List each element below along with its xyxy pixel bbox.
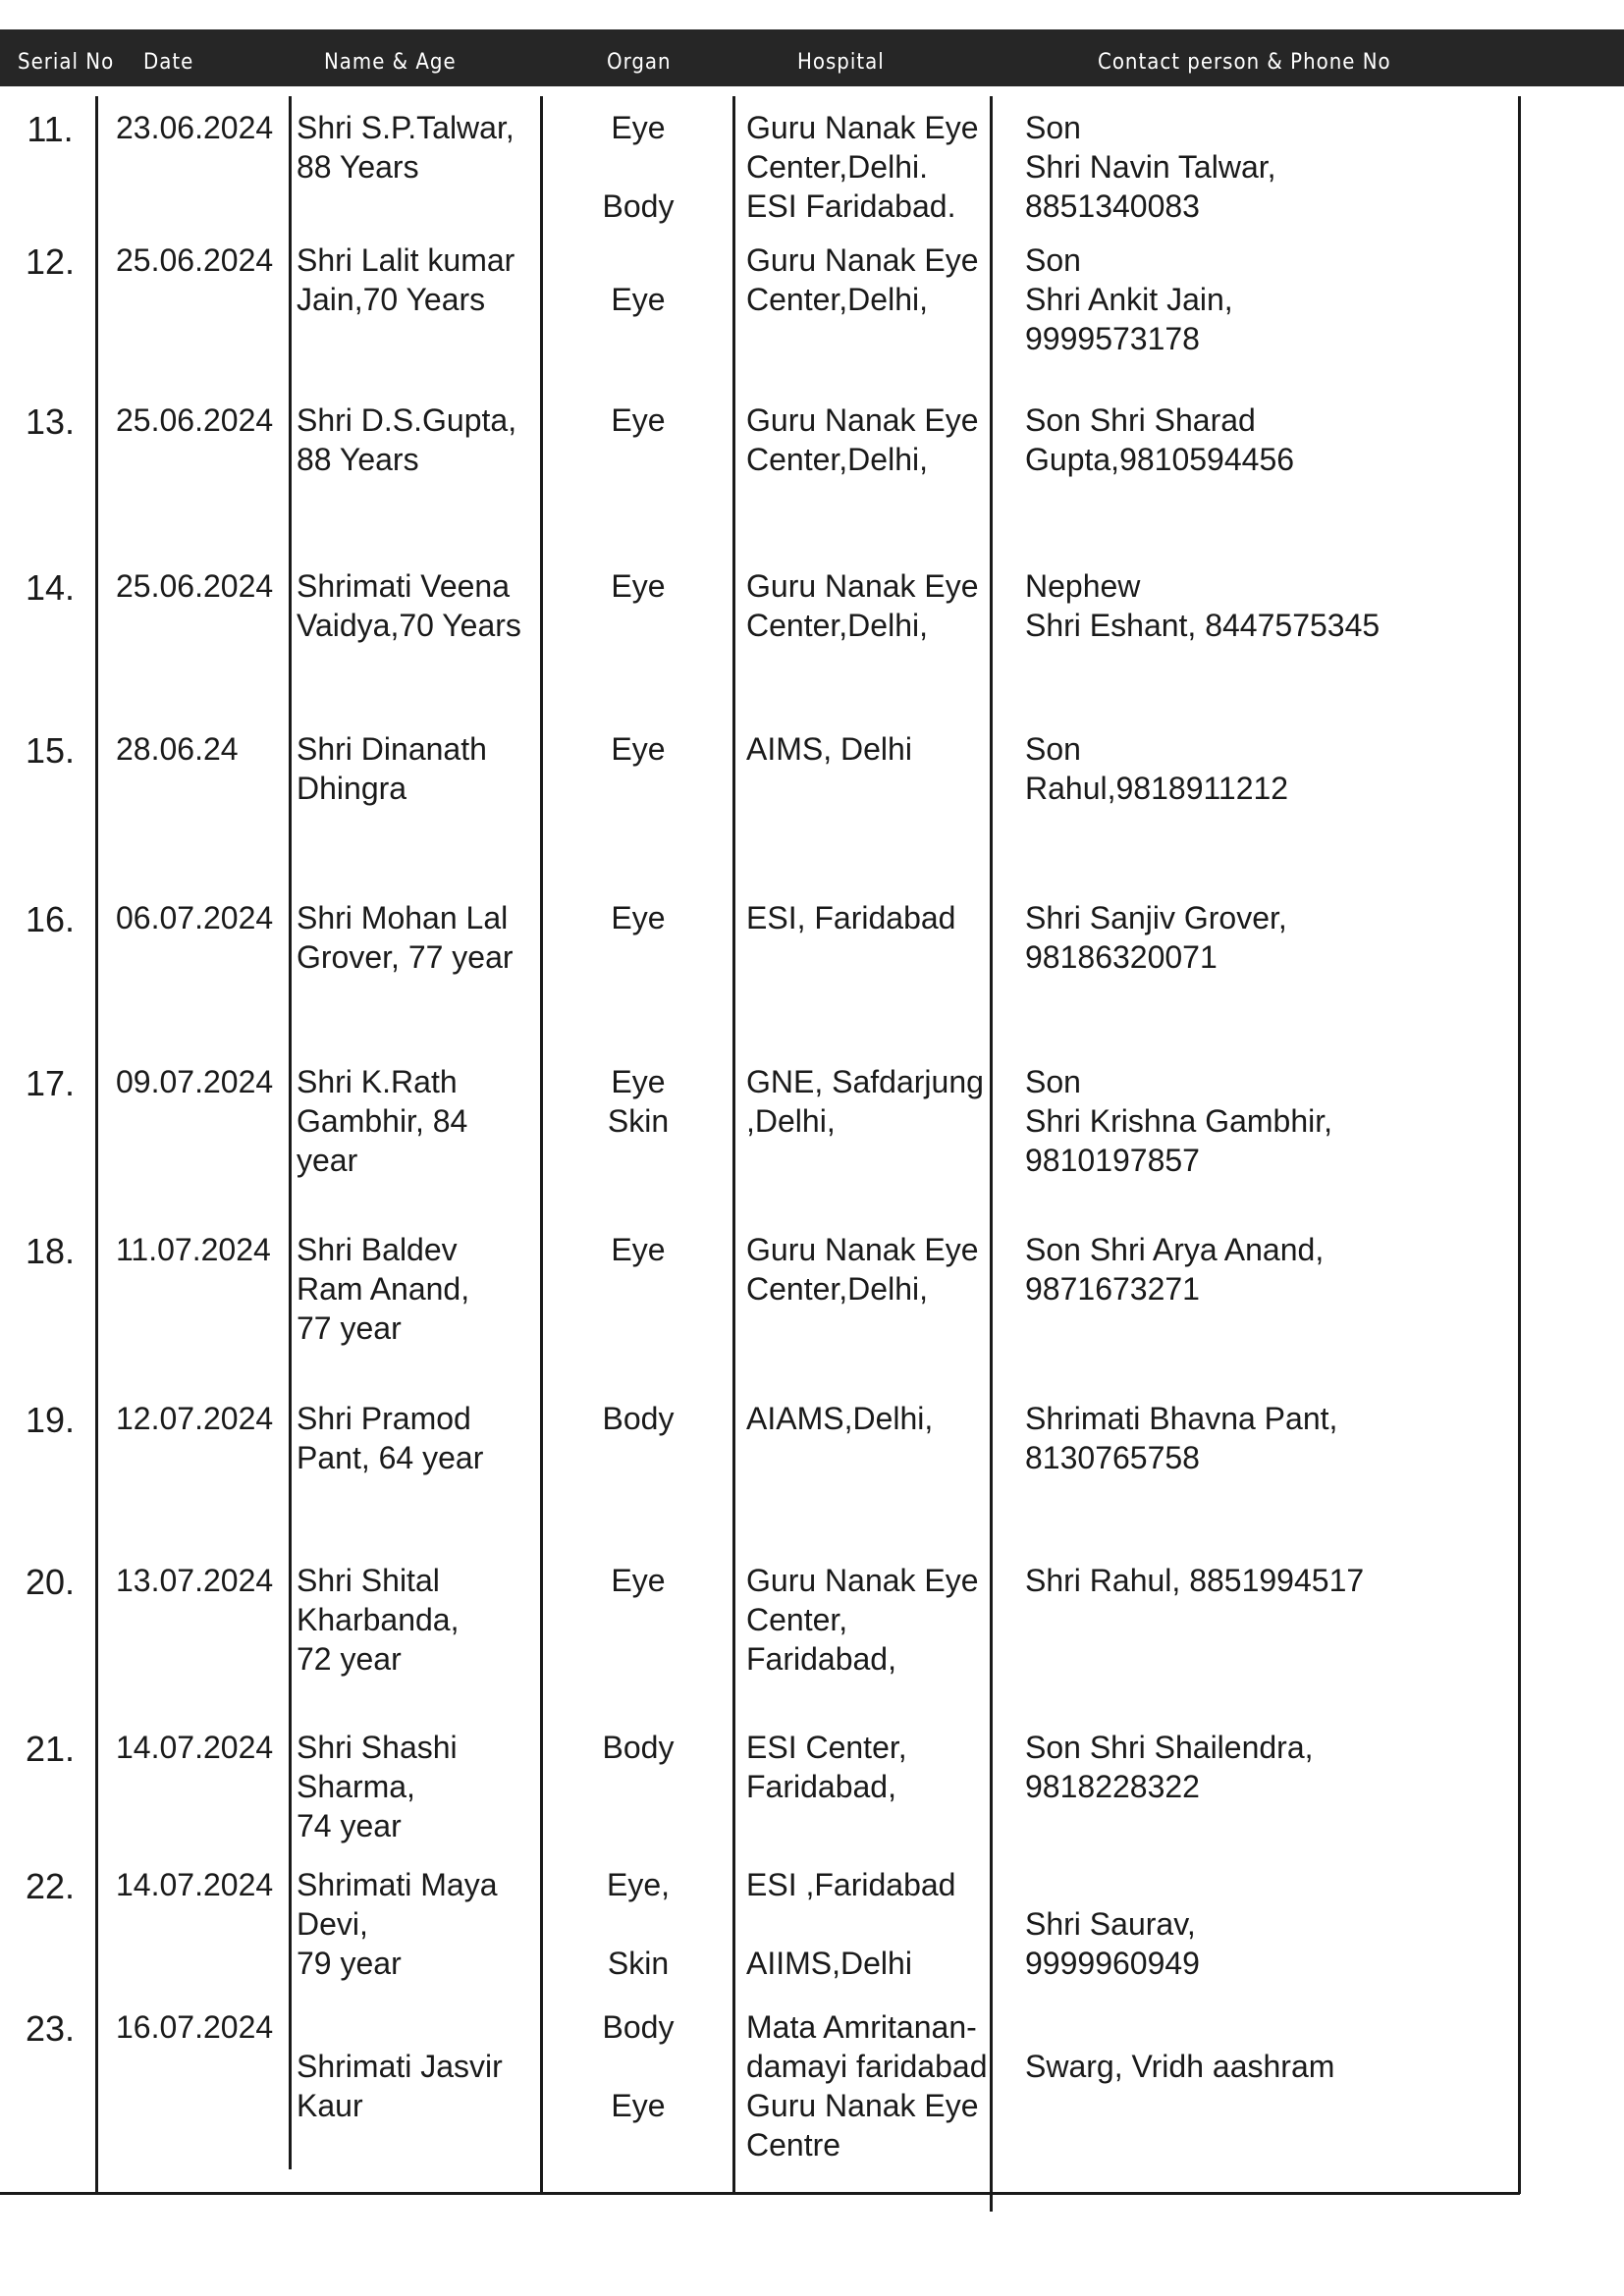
row-18-hospital — [746, 1230, 990, 1308]
row-19-date — [116, 1399, 288, 1438]
contact-line: Son Shri Arya Anand, — [1025, 1232, 1325, 1267]
name-line: Sharma, — [297, 1769, 415, 1804]
contact-line: Son — [1025, 731, 1081, 767]
row-20-contact — [1025, 1561, 1516, 1600]
serial-line: 14. — [25, 567, 76, 608]
header-contact: Contact person & Phone No — [1098, 50, 1391, 75]
organ-line: Body — [602, 2009, 675, 2045]
serial-line: 12. — [25, 241, 76, 282]
name-line: Shri K.Rath — [297, 1064, 458, 1099]
date-line: 25.06.2024 — [116, 402, 274, 438]
organ-line: Eye — [611, 731, 666, 767]
row-17-name — [297, 1062, 537, 1180]
row-14-serial — [8, 568, 92, 608]
row-18-date — [116, 1230, 288, 1269]
serial-line: 11. — [27, 109, 74, 149]
hospital-line: Guru Nanak Eye — [746, 1232, 979, 1267]
row-21-name — [297, 1728, 537, 1845]
contact-line: 9999573178 — [1025, 321, 1200, 356]
row-20-organ — [546, 1561, 731, 1600]
date-line: 14.07.2024 — [116, 1867, 274, 1902]
hospital-line — [746, 1904, 990, 1944]
name-line: Gambhir, 84 — [297, 1103, 468, 1139]
row-13-contact — [1025, 400, 1516, 479]
row-18-organ — [546, 1230, 731, 1269]
name-line: Shri D.S.Gupta, — [297, 402, 517, 438]
row-11-organ — [546, 108, 731, 226]
organ-line — [546, 2047, 731, 2086]
date-line: 28.06.24 — [116, 731, 239, 767]
row-14-date — [116, 566, 288, 606]
column-divider — [95, 96, 98, 2194]
row-15-contact — [1025, 729, 1516, 808]
hospital-line: Center,Delhi, — [746, 1271, 928, 1307]
row-13-hospital — [746, 400, 990, 479]
organ-line — [546, 1904, 731, 1944]
hospital-line: Center, — [746, 1602, 848, 1637]
row-21-date — [116, 1728, 288, 1767]
row-17-contact — [1025, 1062, 1516, 1180]
name-line: Shri Mohan Lal — [297, 900, 509, 935]
row-16-contact — [1025, 898, 1516, 977]
organ-line: Skin — [607, 1946, 670, 1981]
column-divider — [732, 96, 735, 2194]
row-23-contact — [1025, 2007, 1516, 2086]
row-22-date — [116, 1865, 288, 1904]
organ-line: Eye — [611, 568, 666, 604]
contact-line: Shri Rahul, 8851994517 — [1025, 1563, 1365, 1598]
row-19-hospital — [746, 1399, 990, 1438]
row-16-hospital — [746, 898, 990, 937]
name-line: Ram Anand, — [297, 1271, 470, 1307]
contact-line — [1025, 2007, 1516, 2047]
row-22-serial — [8, 1867, 92, 1906]
row-16-organ — [546, 898, 731, 937]
date-line: 11.07.2024 — [116, 1232, 271, 1267]
row-17-organ — [546, 1062, 731, 1141]
name-line: Kaur — [297, 2088, 363, 2123]
column-divider — [289, 96, 292, 2169]
row-13-date — [116, 400, 288, 440]
serial-line: 17. — [25, 1063, 76, 1103]
contact-line: Shri Saurav, — [1025, 1906, 1196, 1942]
date-line: 23.06.2024 — [116, 110, 274, 145]
row-14-organ — [546, 566, 731, 606]
contact-line: Son Shri Sharad — [1025, 402, 1256, 438]
row-22-organ — [546, 1865, 731, 1983]
organ-line: Eye — [611, 1232, 666, 1267]
row-22-hospital — [746, 1865, 990, 1983]
serial-line: 23. — [25, 2008, 76, 2049]
row-21-contact — [1025, 1728, 1516, 1806]
name-line: Shrimati Veena — [297, 568, 511, 604]
contact-line: Shri Krishna Gambhir, — [1025, 1103, 1333, 1139]
hospital-line: ,Delhi, — [746, 1103, 836, 1139]
hospital-line: damayi faridabad — [746, 2049, 988, 2084]
organ-line: Body — [602, 1401, 675, 1436]
hospital-line: Faridabad, — [746, 1769, 896, 1804]
row-13-name — [297, 400, 537, 479]
row-19-serial — [8, 1401, 92, 1440]
hospital-line: AIIMS,Delhi — [746, 1946, 912, 1981]
row-18-serial — [8, 1232, 92, 1271]
hospital-line: Center,Delhi. — [746, 149, 928, 185]
row-19-contact — [1025, 1399, 1516, 1477]
row-11-hospital — [746, 108, 990, 226]
date-line: 13.07.2024 — [116, 1563, 274, 1598]
name-line — [297, 2007, 537, 2047]
row-17-date — [116, 1062, 288, 1101]
contact-line: Son — [1025, 110, 1081, 145]
hospital-line: Guru Nanak Eye — [746, 2088, 979, 2123]
row-11-name — [297, 108, 537, 187]
row-15-serial — [8, 731, 92, 771]
name-line: Jain,70 Years — [297, 282, 486, 317]
contact-line: 9818228322 — [1025, 1769, 1200, 1804]
serial-line: 18. — [25, 1231, 76, 1271]
contact-line: Rahul,9818911212 — [1025, 771, 1289, 806]
hospital-line: Center,Delhi, — [746, 442, 928, 477]
row-21-organ — [546, 1728, 731, 1767]
contact-line: 8130765758 — [1025, 1440, 1200, 1475]
row-12-name — [297, 240, 537, 319]
hospital-line: ESI Faridabad. — [746, 188, 956, 224]
contact-line: 9999960949 — [1025, 1946, 1200, 1981]
row-23-hospital — [746, 2007, 990, 2164]
hospital-line: ESI Center, — [746, 1730, 907, 1765]
row-15-organ — [546, 729, 731, 769]
name-line: 72 year — [297, 1641, 402, 1677]
hospital-line: Guru Nanak Eye — [746, 568, 979, 604]
name-line: Shri Baldev — [297, 1232, 458, 1267]
contact-line: Shri Sanjiv Grover, — [1025, 900, 1287, 935]
name-line: 77 year — [297, 1310, 402, 1346]
hospital-line: GNE, Safdarjung — [746, 1064, 984, 1099]
serial-line: 21. — [25, 1729, 76, 1769]
hospital-line: ESI ,Faridabad — [746, 1867, 956, 1902]
row-21-hospital — [746, 1728, 990, 1806]
name-line: Devi, — [297, 1906, 368, 1942]
name-line: Shri Dinanath — [297, 731, 487, 767]
organ-line: Body — [602, 188, 675, 224]
hospital-line: Mata Amritanan- — [746, 2009, 977, 2045]
contact-line: 9810197857 — [1025, 1143, 1200, 1178]
name-line: 88 Years — [297, 149, 419, 185]
name-line: Shri Shashi — [297, 1730, 458, 1765]
column-divider — [990, 96, 993, 2212]
organ-line: Eye — [611, 402, 666, 438]
row-13-organ — [546, 400, 731, 440]
row-12-organ — [546, 240, 731, 319]
contact-line: 98186320071 — [1025, 939, 1218, 975]
name-line: Shri Pramod — [297, 1401, 471, 1436]
row-21-serial — [8, 1730, 92, 1769]
row-14-contact — [1025, 566, 1516, 645]
name-line: Shri S.P.Talwar, — [297, 110, 514, 145]
name-line: Kharbanda, — [297, 1602, 460, 1637]
name-line: Vaidya,70 Years — [297, 608, 521, 643]
organ-line: Eye — [611, 900, 666, 935]
organ-line: Eye — [611, 2088, 666, 2123]
row-15-date — [116, 729, 288, 769]
row-18-name — [297, 1230, 537, 1348]
hospital-line: Center,Delhi, — [746, 608, 928, 643]
contact-line: Shri Eshant, 8447575345 — [1025, 608, 1380, 643]
row-12-serial — [8, 242, 92, 282]
row-23-date — [116, 2007, 288, 2047]
row-16-serial — [8, 900, 92, 939]
column-divider — [1518, 96, 1521, 2194]
contact-line — [1025, 1865, 1516, 1904]
name-line: Shrimati Maya — [297, 1867, 498, 1902]
serial-line: 13. — [25, 401, 76, 442]
date-line: 25.06.2024 — [116, 568, 274, 604]
name-line: year — [297, 1143, 358, 1178]
row-11-contact — [1025, 108, 1516, 226]
row-12-date — [116, 240, 288, 280]
name-line: Dhingra — [297, 771, 407, 806]
row-17-serial — [8, 1064, 92, 1103]
name-line: Grover, 77 year — [297, 939, 514, 975]
row-16-date — [116, 898, 288, 937]
header-hospital: Hospital — [797, 50, 885, 75]
row-19-name — [297, 1399, 537, 1477]
row-14-name — [297, 566, 537, 645]
contact-line: 9871673271 — [1025, 1271, 1200, 1307]
contact-line: Nephew — [1025, 568, 1141, 604]
row-11-serial — [8, 110, 92, 149]
row-20-serial — [8, 1563, 92, 1602]
name-line: 88 Years — [297, 442, 419, 477]
header-name-age: Name & Age — [324, 50, 457, 75]
organ-line: Eye — [611, 282, 666, 317]
hospital-line: ESI, Faridabad — [746, 900, 956, 935]
hospital-line: Guru Nanak Eye — [746, 110, 979, 145]
date-line: 12.07.2024 — [116, 1401, 274, 1436]
row-16-name — [297, 898, 537, 977]
row-15-hospital — [746, 729, 990, 769]
serial-line: 19. — [25, 1400, 76, 1440]
row-20-hospital — [746, 1561, 990, 1679]
name-line: Shri Shital — [297, 1563, 440, 1598]
row-17-hospital — [746, 1062, 990, 1141]
hospital-line: Center,Delhi, — [746, 282, 928, 317]
organ-line: Eye, — [606, 1867, 671, 1902]
organ-line: Eye — [611, 1563, 666, 1598]
header-organ: Organ — [607, 50, 672, 75]
header-date: Date — [143, 50, 194, 75]
name-line: Shri Lalit kumar — [297, 242, 515, 278]
name-line: 74 year — [297, 1808, 402, 1843]
contact-line: Son — [1025, 242, 1081, 278]
hospital-line: Faridabad, — [746, 1641, 896, 1677]
serial-line: 16. — [25, 899, 76, 939]
date-line: 14.07.2024 — [116, 1730, 274, 1765]
table-header — [0, 29, 1624, 86]
row-20-date — [116, 1561, 288, 1600]
name-line: 79 year — [297, 1946, 402, 1981]
hospital-line: Guru Nanak Eye — [746, 242, 979, 278]
row-19-organ — [546, 1399, 731, 1438]
row-12-hospital — [746, 240, 990, 319]
row-22-contact — [1025, 1865, 1516, 1983]
name-line: Shrimati Jasvir — [297, 2049, 503, 2084]
contact-line: Swarg, Vridh aashram — [1025, 2049, 1335, 2084]
row-20-name — [297, 1561, 537, 1679]
organ-line — [546, 240, 731, 280]
serial-line: 20. — [25, 1562, 76, 1602]
row-11-date — [116, 108, 288, 147]
name-line: Pant, 64 year — [297, 1440, 484, 1475]
row-14-hospital — [746, 566, 990, 645]
contact-line: Son — [1025, 1064, 1081, 1099]
date-line: 09.07.2024 — [116, 1064, 274, 1099]
hospital-line: Centre — [746, 2127, 841, 2163]
organ-line — [546, 147, 731, 187]
organ-line: Eye — [611, 1064, 666, 1099]
serial-line: 22. — [25, 1866, 76, 1906]
hospital-line: Guru Nanak Eye — [746, 402, 979, 438]
organ-line: Body — [602, 1730, 675, 1765]
row-22-name — [297, 1865, 537, 1983]
hospital-line: AIAMS,Delhi, — [746, 1401, 934, 1436]
serial-line: 15. — [25, 730, 76, 771]
table-bottom-rule — [0, 2192, 1520, 2195]
contact-line: Shri Navin Talwar, — [1025, 149, 1276, 185]
hospital-line: AIMS, Delhi — [746, 731, 912, 767]
hospital-line: Guru Nanak Eye — [746, 1563, 979, 1598]
row-18-contact — [1025, 1230, 1516, 1308]
date-line: 16.07.2024 — [116, 2009, 274, 2045]
organ-line: Eye — [611, 110, 666, 145]
contact-line: Shri Ankit Jain, — [1025, 282, 1233, 317]
row-15-name — [297, 729, 537, 808]
column-divider — [540, 96, 543, 2194]
date-line: 06.07.2024 — [116, 900, 274, 935]
row-12-contact — [1025, 240, 1516, 358]
row-23-organ — [546, 2007, 731, 2125]
row-23-serial — [8, 2009, 92, 2049]
contact-line: 8851340083 — [1025, 188, 1200, 224]
date-line: 25.06.2024 — [116, 242, 274, 278]
row-13-serial — [8, 402, 92, 442]
contact-line: Gupta,9810594456 — [1025, 442, 1295, 477]
row-23-name — [297, 2007, 537, 2125]
contact-line: Shrimati Bhavna Pant, — [1025, 1401, 1338, 1436]
organ-line: Skin — [607, 1103, 670, 1139]
contact-line: Son Shri Shailendra, — [1025, 1730, 1314, 1765]
header-serial: Serial No — [18, 50, 115, 75]
